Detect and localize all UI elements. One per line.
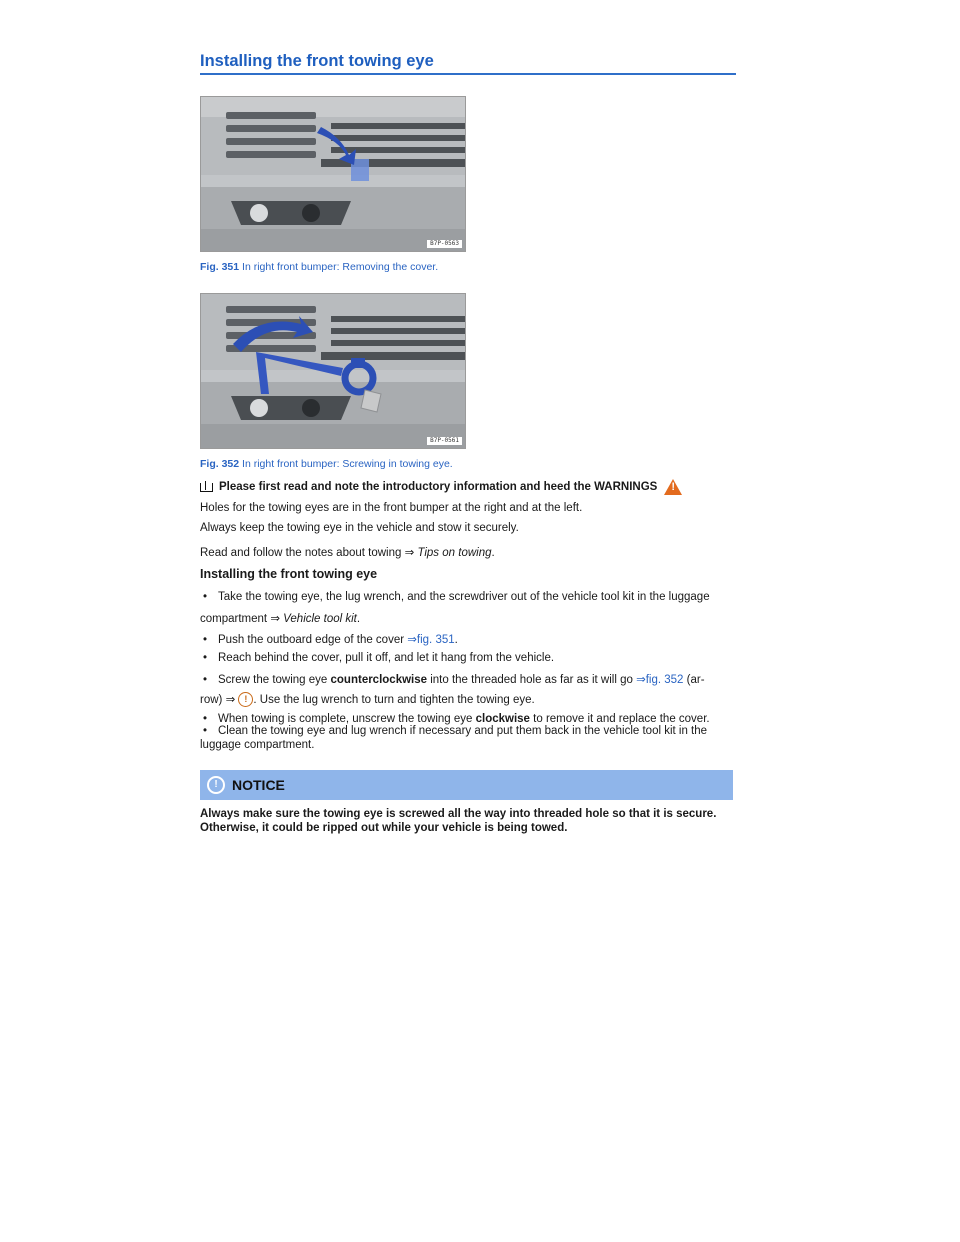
arrow-icon: ⇒ — [636, 674, 646, 686]
figure-351-caption — [200, 261, 438, 273]
notice-header — [200, 770, 733, 800]
bullet-icon: • — [203, 713, 208, 725]
figure-code: B7P-0563 — [427, 240, 462, 248]
figure-352-caption — [200, 458, 453, 470]
tips-on-towing-link[interactable]: Tips on towing — [417, 547, 492, 559]
arrow-icon: ⇒ — [225, 694, 236, 706]
intro-note — [200, 479, 682, 495]
bullet-icon: • — [203, 725, 208, 737]
bullet-icon: • — [203, 591, 208, 603]
bullet-icon: • — [203, 634, 208, 646]
figure-351-image — [200, 96, 466, 252]
section-heading: Installing the front towing eye — [200, 567, 378, 581]
arrow-icon: ⇒ — [407, 634, 417, 646]
figure-352-image — [200, 293, 466, 449]
vehicle-tool-kit-link[interactable]: Vehicle tool kit — [283, 613, 357, 625]
warning-triangle-icon: ! — [664, 479, 682, 495]
arrow-icon: ⇒ — [270, 613, 280, 625]
bumper-cover-illustration — [201, 97, 466, 252]
notice-icon: ! — [207, 776, 225, 794]
figure-number: Fig. 352 — [200, 458, 240, 470]
intro-text: Please first read and note the introductory information and heed the WARNINGS — [219, 481, 658, 493]
figure-code: B7P-0561 — [427, 437, 462, 445]
fig-351-link[interactable]: fig. 351 — [416, 634, 455, 646]
bullet-icon: • — [203, 652, 208, 664]
notice-text: Always make sure the towing eye is screwed all the way into threaded hole so that it is secure. Otherwise, it could be ripped out while your vehicle is being towed. — [200, 808, 717, 834]
notice-label: NOTICE — [232, 777, 285, 793]
fig-352-link[interactable]: fig. 352 — [645, 674, 684, 686]
notice-icon[interactable]: ! — [238, 692, 253, 707]
towing-eye-illustration — [201, 294, 466, 449]
paragraph-keep: Always keep the towing eye in the vehicle and stow it securely. — [200, 522, 519, 534]
paragraph-holes: Holes for the towing eyes are in the front bumper at the right and at the left. — [200, 502, 583, 514]
arrow-icon: ⇒ — [404, 547, 415, 559]
figure-caption-text: In right front bumper: Removing the cover. — [242, 261, 439, 273]
paragraph-towing-notes: Read and follow the notes about towing ⇒ Tips on towing. — [200, 547, 495, 559]
figure-caption-text: In right front bumper: Screwing in towing eye. — [242, 458, 453, 470]
page-title: Installing the front towing eye — [200, 52, 434, 70]
figure-number: Fig. 351 — [200, 261, 240, 273]
bullet-icon: • — [203, 674, 208, 686]
title-divider — [200, 73, 736, 75]
book-icon — [200, 483, 213, 492]
